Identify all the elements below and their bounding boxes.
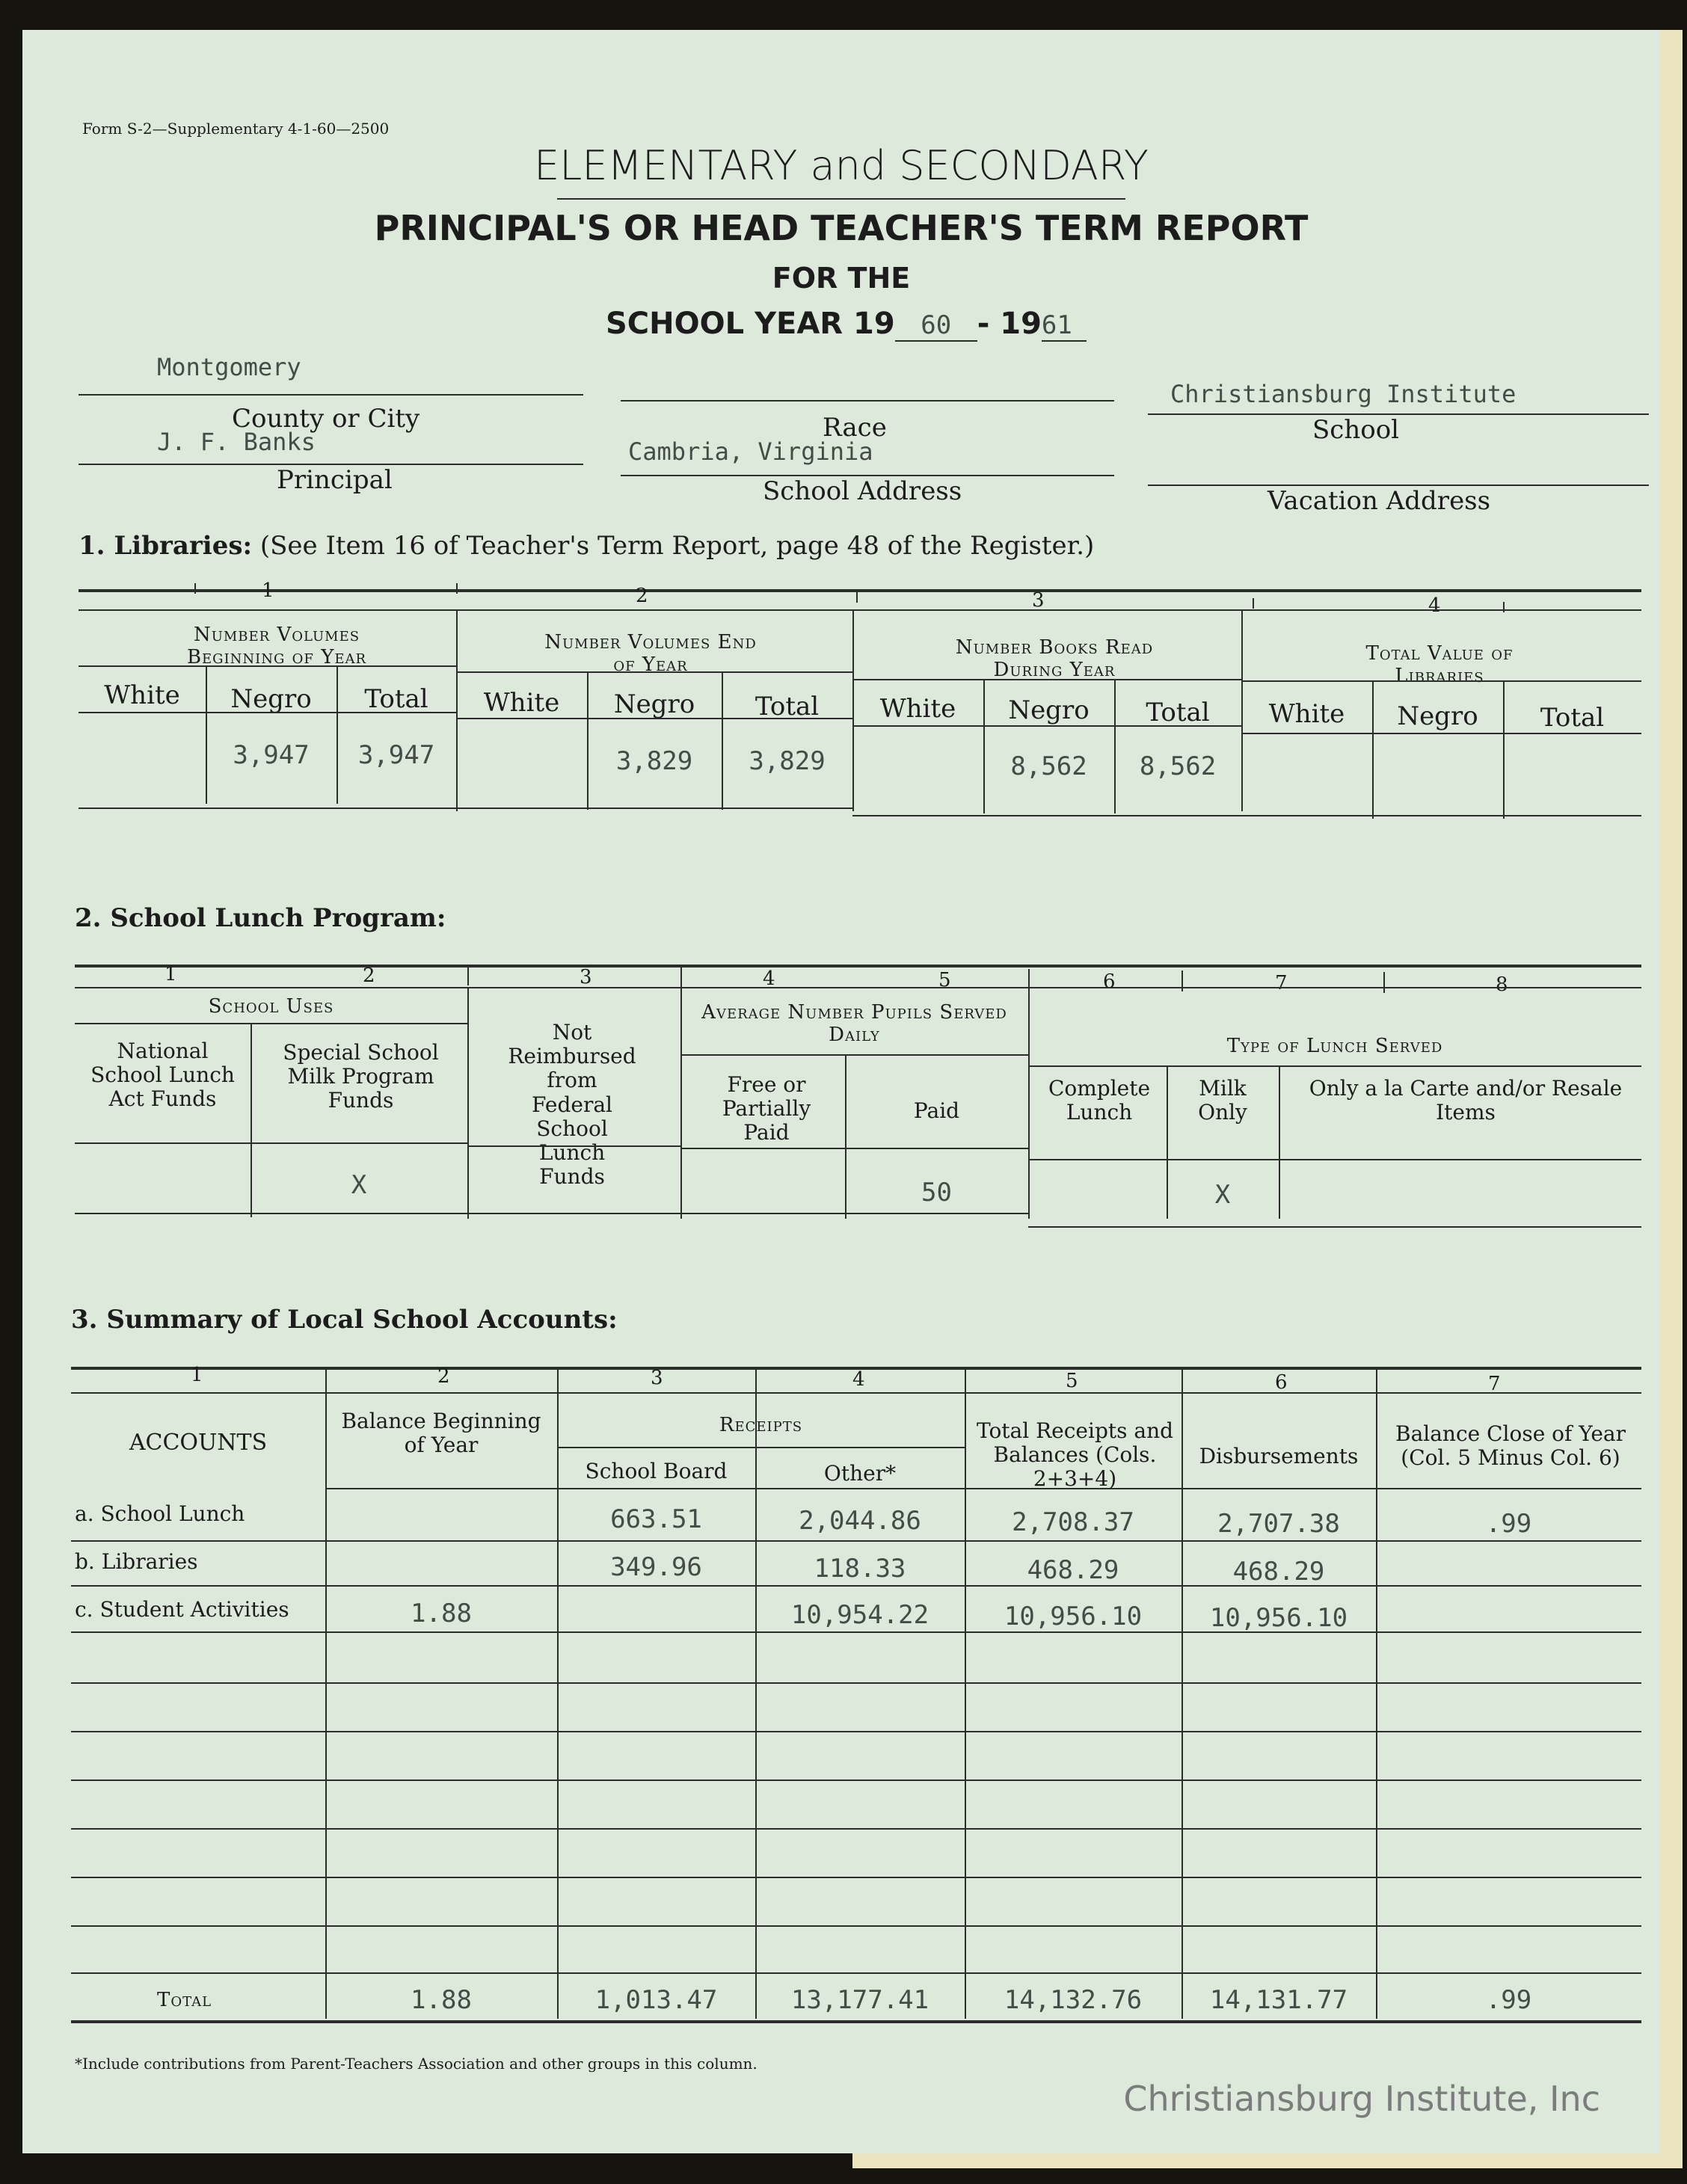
acct-school-board-head: School Board [585, 1459, 728, 1483]
acct-col-1: 1 [191, 1364, 203, 1386]
acct-total-receipts-head: Total Receipts and Balances (Cols. 2+3+4) [976, 1418, 1174, 1492]
lunch-col-3: 3 [580, 966, 592, 988]
lib1-total-head: Total [364, 684, 428, 714]
lunch-col-8: 8 [1496, 973, 1508, 996]
acct-disbursements-head: Disbursements [1199, 1444, 1359, 1468]
school-address-value: Cambria, Virginia [628, 437, 873, 466]
lib-col-4: 4 [1428, 594, 1441, 617]
race-label: Race [823, 413, 887, 443]
watermark: Christiansburg Institute, Inc [1123, 2079, 1600, 2119]
lib4-white-head: White [1268, 699, 1345, 729]
lunch-heading: 2. School Lunch Program: [75, 903, 446, 933]
lunch-milk-value: X [351, 1170, 367, 1200]
lib3-total-value: 8,562 [1139, 751, 1217, 781]
title-elementary-secondary: ELEMENTARY and SECONDARY [534, 142, 1149, 189]
form-number: Form S-2—Supplementary 4-1-60—2500 [82, 120, 390, 138]
lunch-alacarte-head: Only a la Carte and/or Resale Items [1309, 1076, 1623, 1125]
lib-group-end: Number Volumes End of Year [544, 631, 757, 676]
form-page [22, 30, 1660, 2153]
lunch-milk-only-head: Milk Only [1198, 1076, 1247, 1125]
principal-label: Principal [277, 465, 393, 495]
lib2-total-head: Total [755, 692, 820, 722]
school-year: SCHOOL YEAR 19 60 - 1961 [606, 307, 1087, 342]
acct-row-b-disbursements: 468.29 [1232, 1557, 1325, 1587]
acct-col-6: 6 [1275, 1371, 1288, 1394]
acct-row-b-other: 118.33 [814, 1554, 906, 1584]
footnote: *Include contributions from Parent-Teachers Association and other groups in this column. [75, 2055, 758, 2073]
acct-other-head: Other* [823, 1461, 897, 1486]
lib2-total-value: 3,829 [749, 746, 826, 776]
acct-total-total: 14,132.76 [1004, 1985, 1143, 2015]
acct-row-a-other: 2,044.86 [799, 1506, 921, 1536]
acct-row-b-name: b. Libraries [75, 1549, 198, 1574]
school-label: School [1312, 415, 1400, 445]
acct-row-c-name: c. Student Activities [75, 1597, 289, 1622]
lib-group-read: Number Books Read During Year [955, 636, 1154, 681]
lunch-school-uses: School Uses [208, 995, 334, 1018]
acct-total-balance-close: .99 [1485, 1985, 1532, 2015]
lib-col-2: 2 [636, 585, 648, 607]
title-for-the: FOR THE [772, 262, 911, 295]
lunch-national-head: National School Lunch Act Funds [90, 1039, 235, 1112]
lunch-col-1: 1 [165, 963, 177, 985]
school-address-label: School Address [763, 476, 962, 506]
acct-row-b-school-board: 349.96 [610, 1552, 702, 1582]
acct-row-a-total: 2,708.37 [1012, 1507, 1134, 1537]
lib3-negro-value: 8,562 [1010, 751, 1087, 781]
lunch-free-head: Free or Partially Paid [722, 1072, 811, 1145]
title-term-report: PRINCIPAL'S OR HEAD TEACHER'S TERM REPORT [374, 208, 1309, 248]
principal-value: J. F. Banks [157, 428, 316, 456]
acct-row-c-other: 10,954.22 [790, 1600, 929, 1630]
acct-row-a-school-board: 663.51 [610, 1504, 702, 1534]
lib3-white-head: White [879, 694, 956, 724]
acct-total-balance-begin: 1.88 [411, 1985, 472, 2015]
lunch-complete-head: Complete Lunch [1048, 1076, 1151, 1125]
lib3-negro-head: Negro [1008, 695, 1090, 725]
acct-balance-begin-head: Balance Beginning of Year [341, 1409, 541, 1458]
libraries-heading-line [79, 531, 1094, 561]
acct-row-b-total: 468.29 [1027, 1555, 1119, 1585]
lunch-not-reimbursed-head: Not Reimbursed from Federal School Lunch Funds [508, 1020, 636, 1190]
acct-row-c-total: 10,956.10 [1004, 1602, 1143, 1631]
acct-col-4: 4 [852, 1368, 865, 1391]
lunch-paid-head: Paid [913, 1098, 960, 1123]
lunch-col-4: 4 [763, 968, 775, 990]
school-year-end: 61 [1042, 310, 1087, 342]
lunch-milk-only-value: X [1214, 1180, 1231, 1210]
acct-row-a-disbursements: 2,707.38 [1217, 1509, 1340, 1539]
lib-group-begin: Number Volumes Beginning of Year [186, 624, 367, 668]
acct-total-other: 13,177.41 [790, 1985, 929, 2015]
lib2-negro-head: Negro [613, 689, 695, 719]
libraries-heading: 1. Libraries: [79, 531, 253, 561]
libraries-note: (See Item 16 of Teacher's Term Report, page 48 of the Register.) [259, 531, 1095, 561]
lib-col-3: 3 [1032, 589, 1045, 612]
acct-row-a-name: a. School Lunch [75, 1501, 245, 1526]
lunch-type-served: Type of Lunch Served [1226, 1035, 1443, 1057]
acct-col-5: 5 [1066, 1370, 1078, 1392]
lib-col-1: 1 [262, 579, 274, 602]
lunch-col-5: 5 [938, 969, 951, 991]
lib-group-value: Total Value of Libraries [1365, 642, 1514, 687]
lib4-total-head: Total [1540, 703, 1605, 733]
acct-accounts-head: ACCOUNTS [129, 1430, 268, 1456]
school-value: Christiansburg Institute [1170, 380, 1517, 408]
lib1-negro-value: 3,947 [233, 740, 310, 770]
lib4-negro-head: Negro [1397, 701, 1478, 731]
lib1-negro-head: Negro [230, 684, 312, 714]
lib2-negro-value: 3,829 [615, 746, 693, 776]
lunch-paid-value: 50 [921, 1178, 952, 1208]
lunch-col-7: 7 [1275, 972, 1288, 994]
acct-col-3: 3 [651, 1367, 663, 1389]
lib1-total-value: 3,947 [357, 740, 435, 770]
school-year-start: 60 [895, 310, 977, 342]
acct-total-label: Total [157, 1989, 212, 2011]
lunch-col-2: 2 [363, 965, 375, 987]
lunch-average-pupils: Average Number Pupils Served Daily [701, 1001, 1007, 1046]
acct-row-a-balance-close: .99 [1485, 1509, 1532, 1539]
lib1-white-head: White [104, 680, 180, 710]
county-value: Montgomery [157, 353, 301, 381]
lunch-col-6: 6 [1103, 971, 1116, 993]
county-label: County or City [232, 404, 420, 434]
acct-receipts-head: Receipts [719, 1414, 803, 1436]
lib3-total-head: Total [1146, 698, 1210, 728]
acct-row-c-balance-begin: 1.88 [411, 1599, 472, 1628]
acct-balance-close-head: Balance Close of Year (Col. 5 Minus Col. 6) [1395, 1421, 1626, 1471]
acct-col-7: 7 [1488, 1373, 1501, 1395]
acct-total-school-board: 1,013.47 [594, 1985, 718, 2015]
acct-total-disbursements: 14,131.77 [1209, 1985, 1348, 2015]
accounts-heading: 3. Summary of Local School Accounts: [71, 1305, 618, 1335]
acct-col-2: 2 [437, 1365, 450, 1388]
lunch-milk-head: Special School Milk Program Funds [283, 1040, 439, 1113]
acct-row-c-disbursements: 10,956.10 [1209, 1603, 1348, 1633]
vacation-address-label: Vacation Address [1267, 486, 1491, 516]
lib2-white-head: White [483, 688, 560, 718]
